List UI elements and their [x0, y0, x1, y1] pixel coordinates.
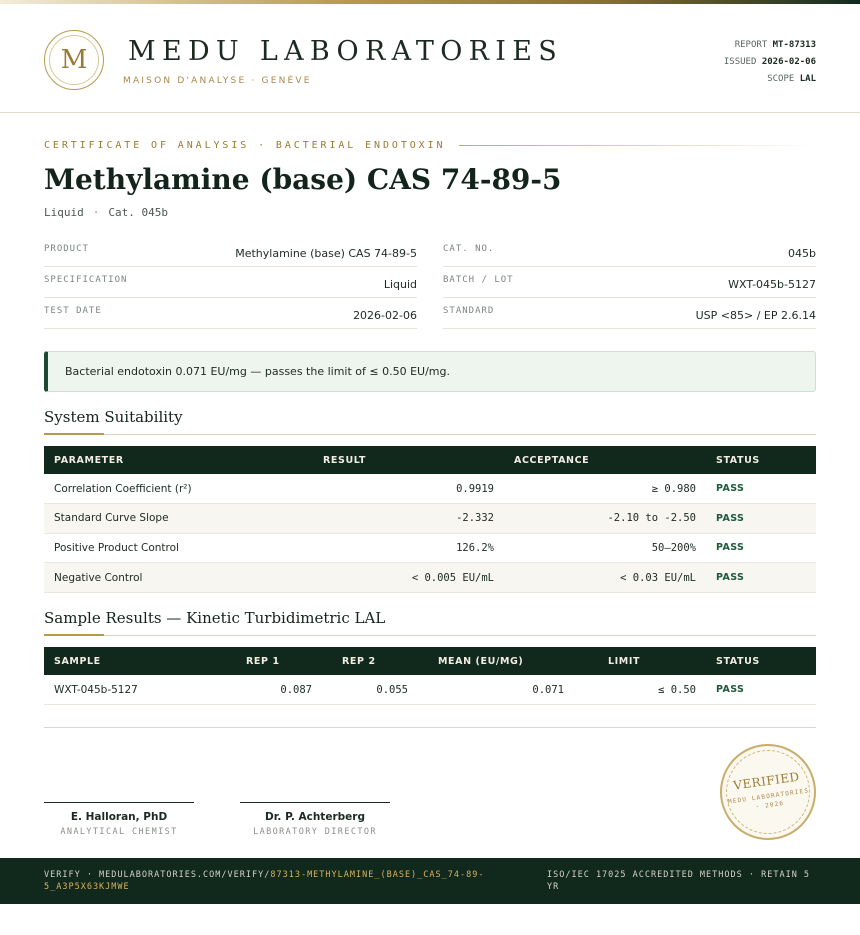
info-label: PRODUCT: [44, 244, 89, 254]
certificate-kicker: [44, 139, 816, 151]
meta-scope-value: LAL: [799, 74, 816, 84]
brand-seal-icon: [44, 30, 104, 90]
cell-parameter: Negative Control: [44, 563, 304, 593]
cell-parameter: Positive Product Control: [44, 533, 304, 563]
page-subtitle: [44, 206, 168, 219]
suitability-heading-text: System Suitability: [44, 408, 183, 426]
table-header-row: [44, 647, 816, 675]
cell-result: < 0.005 EU/mL: [304, 563, 504, 593]
cell-parameter: Correlation Coefficient (r²): [44, 474, 304, 504]
column-header: STATUS: [706, 647, 816, 675]
kicker-text: CERTIFICATE OF ANALYSIS · BACTERIAL ENDOTOXIN: [44, 139, 446, 151]
cell-mean: 0.071: [418, 675, 574, 705]
verified-stamp-inner: [721, 745, 816, 840]
column-header: REP 1: [226, 647, 322, 675]
subtitle-separator: ·: [92, 206, 100, 219]
section-divider: [44, 727, 816, 728]
info-label: CAT. NO.: [443, 244, 495, 254]
meta-issued-value: 2026-02-06: [761, 57, 816, 67]
heading-accent: [44, 433, 104, 435]
column-header: PARAMETER: [44, 446, 304, 474]
result-notice: Bacterial endotoxin 0.071 EU/mg — passes the limit of ≤ 0.50 EU/mg.: [44, 351, 816, 392]
info-label: BATCH / LOT: [443, 275, 514, 285]
info-value: Liquid: [383, 277, 417, 291]
column-header: SAMPLE: [44, 647, 226, 675]
info-column-left: [44, 236, 417, 329]
cell-acceptance: < 0.03 EU/mL: [504, 563, 706, 593]
table-header-row: [44, 446, 816, 474]
column-header: REP 2: [322, 647, 418, 675]
info-value: WXT-045b-5127: [728, 277, 816, 291]
status-badge: PASS: [706, 675, 816, 705]
meta-report-value: MT-87313: [772, 40, 816, 50]
signature-role: ANALYTICAL CHEMIST: [60, 827, 178, 837]
info-value: 2026-02-06: [353, 308, 417, 322]
info-label: SPECIFICATION: [44, 275, 128, 285]
product-info-grid: [44, 236, 816, 329]
column-header: LIMIT: [574, 647, 706, 675]
info-value: USP <85> / EP 2.6.14: [695, 308, 816, 322]
accreditation-note: ISO/IEC 17025 ACCREDITED METHODS · RETAIN 5 YR: [547, 870, 811, 892]
suitability-heading: [44, 408, 816, 435]
info-row: [44, 236, 417, 267]
page-title: Methylamine (base) CAS 74-89-5: [44, 163, 562, 196]
info-row: [443, 236, 816, 267]
verified-stamp: [720, 744, 816, 840]
meta-scope: [724, 71, 816, 88]
cell-parameter: Standard Curve Slope: [44, 504, 304, 534]
brand-name: MEDU LABORATORIES: [128, 36, 564, 67]
table-row: [44, 675, 816, 705]
cell-limit: ≤ 0.50: [574, 675, 706, 705]
cell-acceptance: 50–200%: [504, 533, 706, 563]
table-row: [44, 504, 816, 534]
verify-link[interactable]: [44, 869, 494, 893]
stamp-title: VERIFIED: [732, 769, 801, 793]
heading-accent: [44, 634, 104, 636]
info-label: TEST DATE: [44, 306, 102, 316]
cell-result: 0.9919: [304, 474, 504, 504]
report-footer: [0, 858, 860, 904]
signature-name: Dr. P. Achterberg: [265, 811, 365, 823]
cell-acceptance: -2.10 to -2.50: [504, 504, 706, 534]
info-row: [44, 298, 417, 329]
status-badge: PASS: [706, 474, 816, 504]
subtitle-form: Liquid: [44, 206, 84, 219]
info-label: STANDARD: [443, 306, 495, 316]
info-row: [443, 298, 816, 329]
verify-prefix: VERIFY · MEDULABORATORIES.COM/VERIFY/: [44, 870, 271, 880]
subtitle-cat: Cat. 045b: [108, 206, 168, 219]
meta-scope-label: SCOPE: [767, 74, 795, 84]
column-header: ACCEPTANCE: [504, 446, 706, 474]
samples-heading: [44, 609, 816, 636]
cell-result: -2.332: [304, 504, 504, 534]
column-header: STATUS: [706, 446, 816, 474]
cell-rep1: 0.087: [226, 675, 322, 705]
column-header: MEAN (EU/MG): [418, 647, 574, 675]
brand-monogram: M: [49, 35, 99, 85]
kicker-divider: [459, 145, 816, 146]
column-header: RESULT: [304, 446, 504, 474]
meta-issued-label: ISSUED: [723, 57, 757, 67]
cell-sample: WXT-045b-5127: [44, 675, 226, 705]
suitability-table: [44, 446, 816, 593]
signature-name: E. Halloran, PhD: [70, 811, 168, 823]
status-badge: PASS: [706, 563, 816, 593]
samples-table: [44, 647, 816, 705]
table-row: [44, 474, 816, 504]
status-badge: PASS: [706, 504, 816, 534]
samples-heading-text: Sample Results — Kinetic Turbidimetric LAL: [44, 609, 386, 627]
info-value: Methylamine (base) CAS 74-89-5: [235, 246, 417, 260]
stamp-subtitle: MEDU LABORATORIES · 2026: [727, 787, 810, 811]
cell-rep2: 0.055: [322, 675, 418, 705]
signature-block-chemist: [44, 802, 194, 837]
report-meta: [724, 37, 816, 88]
verify-code[interactable]: 87313-METHYLAMINE_(BASE)_CAS_74-89-5_A3P5X63KJMWE: [44, 870, 485, 892]
report-header: [0, 4, 860, 113]
table-row: [44, 563, 816, 593]
info-column-right: [443, 236, 816, 329]
info-row: [443, 267, 816, 298]
meta-report: [724, 37, 816, 54]
meta-report-label: REPORT: [734, 40, 768, 50]
table-row: [44, 533, 816, 563]
info-row: [44, 267, 417, 298]
info-value: 045b: [788, 246, 816, 260]
cell-result: 126.2%: [304, 533, 504, 563]
meta-issued: [724, 54, 816, 71]
signature-role: LABORATORY DIRECTOR: [253, 827, 377, 837]
cell-acceptance: ≥ 0.980: [504, 474, 706, 504]
status-badge: PASS: [706, 533, 816, 563]
brand-tagline: MAISON D'ANALYSE · GENÈVE: [123, 76, 312, 86]
signature-block-director: [240, 802, 390, 837]
